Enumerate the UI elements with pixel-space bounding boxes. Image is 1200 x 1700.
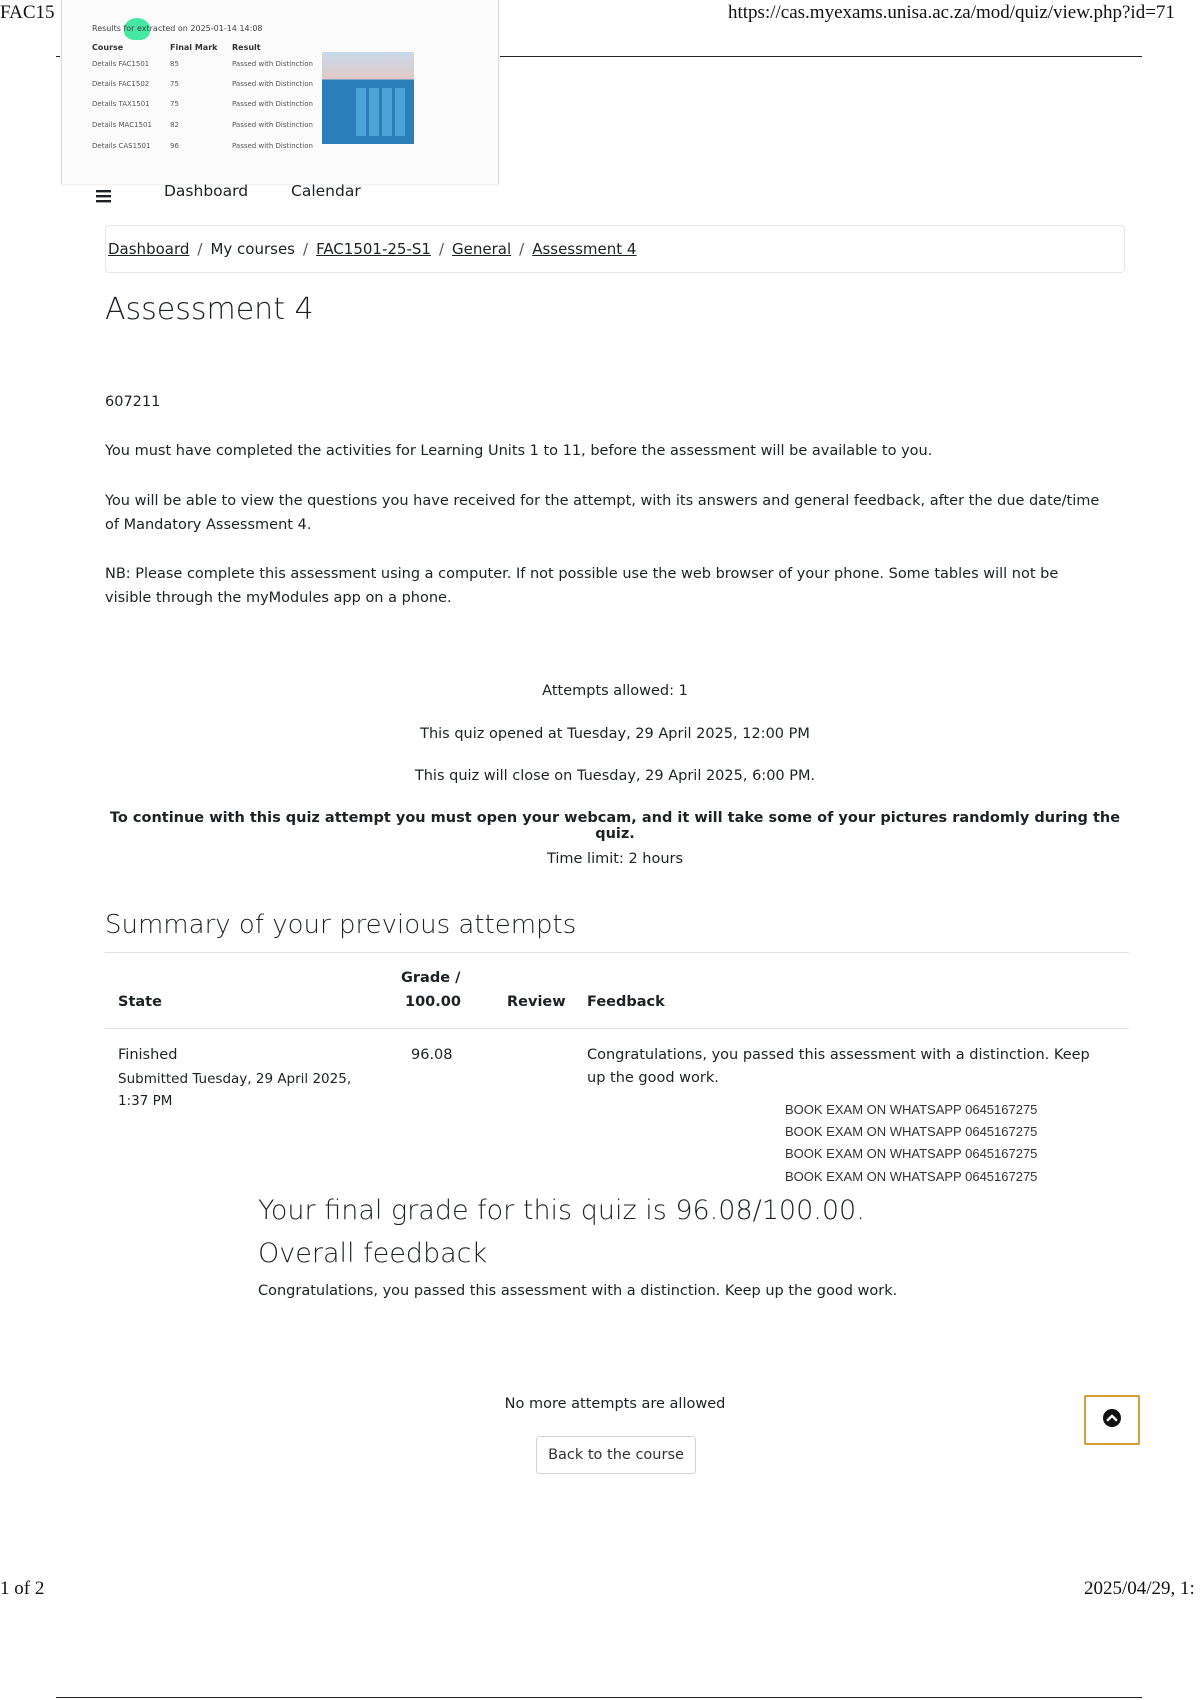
print-header-rule-left [56, 56, 60, 57]
intro-paragraph-1: You must have completed the activities for Learning Units 1 to 11, before the assessment will be available to you. [105, 443, 933, 459]
attempt-state: Finished [118, 1047, 178, 1063]
summary-title: Summary of your previous attempts [105, 910, 577, 940]
results-result: Passed with Distinction [232, 80, 313, 88]
assessment-code: 607211 [105, 394, 161, 410]
breadcrumb-course[interactable]: FAC1501-25-S1 [316, 240, 431, 258]
breadcrumb-assessment[interactable]: Assessment 4 [532, 240, 637, 258]
overlay-text: BOOK EXAM ON WHATSAPP 0645167275 [785, 1169, 1038, 1184]
col-grade-line1: Grade / [401, 970, 461, 986]
final-grade: Your final grade for this quiz is 96.08/100.00. [258, 1195, 865, 1226]
results-result: Passed with Distinction [232, 60, 313, 68]
print-header-url: https://cas.myexams.unisa.ac.za/mod/quiz/view.php?id=71 [728, 2, 1175, 23]
nav-dashboard[interactable]: Dashboard [164, 182, 249, 200]
webcam-notice: To continue with this quiz attempt you must open your webcam, and it will take some of your pictures randomly during the quiz. [109, 810, 1121, 842]
results-mark: 75 [170, 80, 179, 88]
attempt-feedback: Congratulations, you passed this assessment with a distinction. Keep up the good work. [587, 1047, 1090, 1086]
results-result: Passed with Distinction [232, 121, 313, 129]
results-col-result: Result [232, 43, 261, 52]
overall-feedback-text: Congratulations, you passed this assessment with a distinction. Keep up the good work. [258, 1283, 898, 1299]
overall-feedback-title: Overall feedback [258, 1238, 488, 1269]
results-thumbnail [322, 52, 414, 144]
breadcrumb [105, 225, 1125, 273]
print-header-title: FAC15 [0, 2, 55, 23]
breadcrumb-separator: / [438, 240, 444, 258]
col-feedback: Feedback [587, 994, 665, 1010]
col-state: State [118, 994, 162, 1010]
results-mark: 75 [170, 100, 179, 108]
results-course: Details MAC1501 [92, 121, 152, 129]
overlay-text: BOOK EXAM ON WHATSAPP 0645167275 [785, 1102, 1038, 1117]
col-review: Review [507, 994, 566, 1010]
print-footer-page: 1 of 2 [0, 1578, 45, 1599]
results-mark: 82 [170, 121, 179, 129]
results-col-mark: Final Mark [170, 43, 218, 52]
attempt-grade: 96.08 [411, 1047, 453, 1063]
overlay-text: BOOK EXAM ON WHATSAPP 0645167275 [785, 1146, 1038, 1161]
results-header: Results for extracted on 2025-01-14 14:08 [92, 24, 263, 33]
results-course: Details FAC1502 [92, 80, 150, 88]
breadcrumb-separator: / [303, 240, 309, 258]
breadcrumb-general[interactable]: General [452, 240, 512, 258]
results-course: Details CAS1501 [92, 142, 151, 150]
results-result: Passed with Distinction [232, 142, 313, 150]
quiz-close: This quiz will close on Tuesday, 29 April 2025, 6:00 PM. [414, 768, 816, 784]
results-col-course: Course [92, 43, 124, 52]
print-footer-rule [56, 1697, 1142, 1698]
time-limit: Time limit: 2 hours [546, 851, 684, 867]
results-course: Details FAC1501 [92, 60, 150, 68]
embedded-results-image [61, 0, 499, 184]
results-course: Details TAX1501 [92, 100, 150, 108]
nav-calendar[interactable]: Calendar [291, 182, 361, 200]
attempts-allowed: Attempts allowed: 1 [542, 683, 688, 699]
print-header-rule [500, 56, 1142, 57]
breadcrumb-dashboard[interactable]: Dashboard [108, 240, 190, 258]
intro-paragraph-2: You will be able to view the questions you have received for the attempt, with its answers and general feedback, after the due date/time of Mandatory Assessment 4. [105, 493, 1100, 533]
overlay-text: BOOK EXAM ON WHATSAPP 0645167275 [785, 1124, 1038, 1139]
breadcrumb-separator: / [197, 240, 203, 258]
breadcrumb-my-courses: My courses [210, 240, 295, 258]
page-title: Assessment 4 [105, 292, 314, 327]
quiz-opened: This quiz opened at Tuesday, 29 April 2025, 12:00 PM [420, 726, 810, 742]
breadcrumb-separator: / [519, 240, 525, 258]
back-to-course-button[interactable]: Back to the course [536, 1436, 696, 1474]
results-result: Passed with Distinction [232, 100, 313, 108]
intro-paragraph-3: NB: Please complete this assessment using a computer. If not possible use the web browser of your phone. Some tables will not be visible through the myModules app on a phone. [105, 566, 1059, 606]
attempt-submitted-1: Submitted Tuesday, 29 April 2025, [118, 1071, 352, 1087]
results-mark: 85 [170, 60, 179, 68]
hamburger-menu-icon[interactable] [90, 183, 118, 209]
header-rule [105, 1028, 1129, 1029]
print-footer-datetime: 2025/04/29, 1: [1084, 1578, 1195, 1599]
arrow-up-circle-icon [1102, 1408, 1122, 1432]
attempt-submitted-2: 1:37 PM [118, 1093, 173, 1109]
back-to-top-button[interactable] [1084, 1395, 1140, 1445]
summary-rule [105, 952, 1129, 953]
no-more-attempts: No more attempts are allowed [504, 1396, 726, 1412]
col-grade-line2: 100.00 [405, 994, 461, 1010]
results-mark: 96 [170, 142, 179, 150]
